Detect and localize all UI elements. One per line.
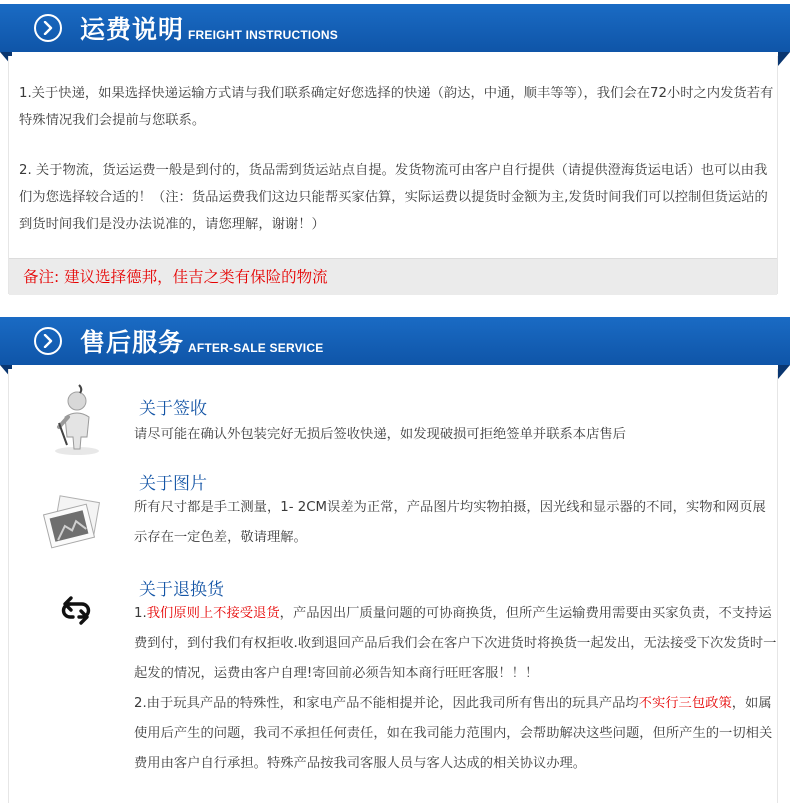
aftersale-panel — [8, 369, 778, 803]
return-title: 关于退换货 — [139, 580, 224, 600]
photo-title: 关于图片 — [139, 474, 207, 494]
return-p1-red: 我们原则上不接受退货 — [146, 606, 280, 621]
return-p1-prefix: 1. — [134, 606, 147, 621]
exchange-icon — [57, 591, 95, 631]
freight-note-text: 备注: 建议选择德邦，佳吉之类有保险的物流 — [23, 268, 328, 286]
arrow-right-icon — [34, 14, 62, 42]
return-text-2 — [134, 689, 779, 779]
freight-para-express: 1.关于快递，如果选择快递运输方式请与我们联系确定好您选择的快递（韵达，中通，顺丰等等），我们会在72小时之内发货若有特殊情况我们会提前与您联系。 — [19, 86, 774, 128]
aftersale-title-en: AFTER-SALE SERVICE — [188, 341, 324, 355]
return-text-1 — [134, 599, 779, 689]
return-p1-rest: ，产品因出厂质量问题的可协商换货，但所产生运输费用需要由买家负责，不支持运费到付，到付我们有权拒收.收到退回产品后我们会在客户下次进货时将换货一起发出，无法接受下次发货时一起发的情况，运费由客户自理!寄回前必须告知本商行旺旺客服！！！ — [134, 606, 777, 681]
return-p2-rest: ，如属使用后产生的问题，我司不承担任何责任，如在我司能力范围内，会帮助解决这些问题，但所产生的一切相关费用由客户自行承担。特殊产品按我司客服人员与客人达成的相关协议办理。 — [134, 696, 773, 771]
return-p2-prefix: 2.由于玩具产品的特殊性，和家电产品不能相提并论，因此我司所有售出的玩具产品均 — [134, 696, 639, 711]
freight-title-en: FREIGHT INSTRUCTIONS — [188, 28, 338, 42]
freight-panel — [8, 56, 778, 294]
return-p2-red: 不实行三包政策 — [638, 696, 732, 711]
freight-title: 运费说明 — [80, 15, 185, 44]
photo-text: 所有尺寸都是手工测量，1- 2CM误差为正常，产品图片均实物拍摄，因光线和显示器的不同，实物和网页展示存在一定色差，敬请理解。 — [134, 500, 766, 545]
arrow-right-icon — [34, 327, 62, 355]
person-signing-icon — [47, 383, 107, 461]
sign-title: 关于签收 — [139, 399, 207, 419]
aftersale-title: 售后服务 — [80, 328, 185, 357]
sign-text: 请尽可能在确认外包装完好无损后签收快递，如发现破损可拒绝签单并联系本店售后 — [134, 427, 626, 442]
freight-note — [9, 258, 777, 295]
photos-icon — [43, 495, 105, 555]
freight-para-logistics: 2. 关于物流，货运运费一般是到付的，货品需到货运站点自提。发货物流可由客户自行提供（请提供澄海货运电话）也可以由我们为您选择较合适的！（注：货品运费我们这边只能帮买家估算，实际运费以提货时金额为主,发货时间我们可以控制但货运站的到货时间我们是没办法说准的，请您理解，谢谢！） — [19, 163, 768, 232]
